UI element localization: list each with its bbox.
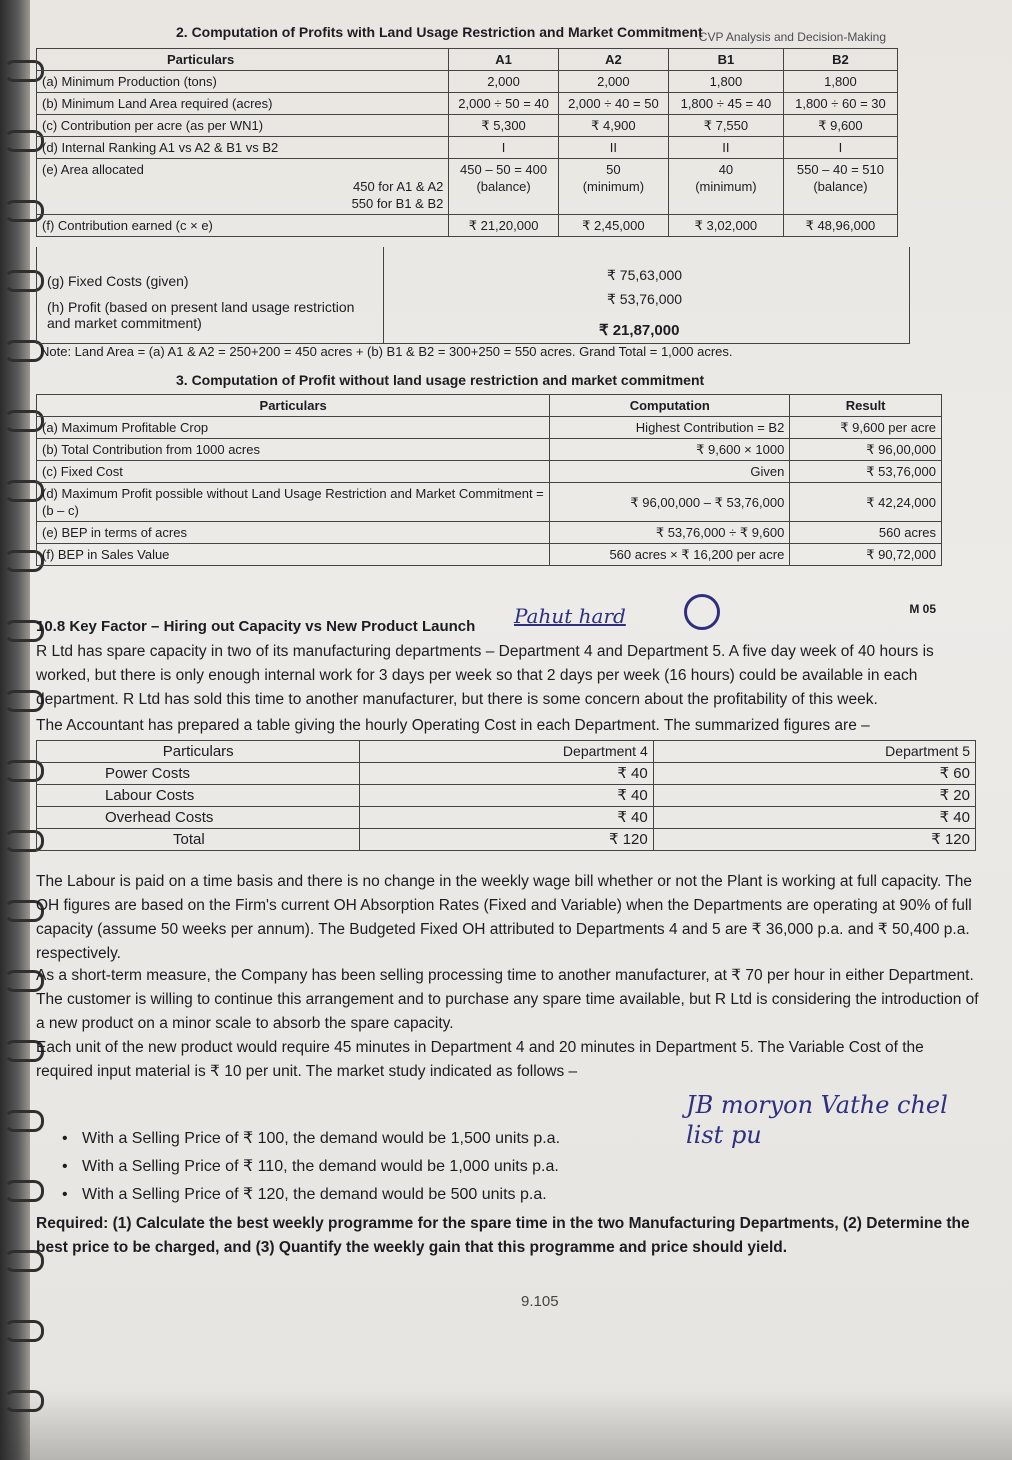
cell-a2: ₹ 4,900 — [558, 115, 668, 137]
bullet-text: With a Selling Price of ₹ 110, the demand would be 1,000 units p.a. — [82, 1158, 559, 1175]
cell-computation: 560 acres × ₹ 16,200 per acre — [550, 544, 790, 566]
fixed-cost-value: ₹ 53,76,000 — [607, 291, 683, 307]
area-value: 550 – 40 = 510 — [796, 162, 884, 177]
operating-cost-table — [36, 740, 976, 851]
cell-department-5: ₹ 120 — [653, 829, 975, 851]
question-heading: 10.8 Key Factor – Hiring out Capacity vs New Product Launch — [36, 618, 476, 635]
cell-b1: 1,800 ÷ 45 = 40 — [668, 93, 783, 115]
table-header-row — [37, 49, 898, 71]
table-intro: The Accountant has prepared a table giving the hourly Operating Cost in each Department. The summarized figures are – — [36, 717, 870, 734]
area-value: 50 — [606, 162, 621, 177]
row-label: (e) BEP in terms of acres — [37, 522, 550, 544]
cell-b2 — [783, 159, 897, 215]
row-label: (b) Minimum Land Area required (acres) — [37, 93, 449, 115]
row-label: Total — [37, 829, 360, 851]
cell-department-4: ₹ 40 — [360, 763, 653, 785]
area-value: 40 — [718, 162, 734, 177]
profit-value: ₹ 21,87,000 — [599, 322, 680, 339]
table-row — [37, 71, 898, 93]
bottom-shadow — [0, 1390, 1012, 1460]
cell-b2: I — [783, 137, 897, 159]
table-header-row — [37, 741, 976, 763]
row-label: (f) BEP in Sales Value — [37, 544, 550, 566]
col-department-4: Department 4 — [360, 741, 653, 763]
cell-computation: Given — [550, 461, 790, 483]
cell-a2: 2,000 ÷ 40 = 50 — [558, 93, 668, 115]
row-label: (b) Total Contribution from 1000 acres — [37, 439, 550, 461]
table-row — [37, 115, 898, 137]
cell-a2: ₹ 2,45,000 — [558, 215, 668, 237]
area-note: (minimum) — [582, 179, 645, 194]
row-label: (d) Maximum Profit possible without Land Usage Restriction and Market Commitment = (b – c) — [37, 483, 550, 522]
row-label: (d) Internal Ranking A1 vs A2 & B1 vs B2 — [37, 137, 449, 159]
area-note: 550 for B1 & B2 — [351, 196, 444, 211]
cell-computation: ₹ 96,00,000 – ₹ 53,76,000 — [550, 483, 790, 522]
paragraph-new-product: Each unit of the new product would require 45 minutes in Department 4 and 20 minutes in Department 5. The Variable Cost of the required input material is ₹ 10 per unit. The market study indicated as follows – — [36, 1039, 924, 1080]
cell-a1 — [449, 159, 558, 215]
area-note: (minimum) — [695, 179, 757, 194]
cell-a1: ₹ 5,300 — [449, 115, 558, 137]
cell-department-5: ₹ 60 — [653, 763, 975, 785]
page-number: 9.105 — [521, 1293, 559, 1310]
bullet-text: With a Selling Price of ₹ 120, the demand would be 500 units p.a. — [82, 1186, 547, 1203]
list-item: • With a Selling Price of ₹ 100, the demand would be 1,500 units p.a. — [62, 1130, 561, 1147]
row-label: (a) Maximum Profitable Crop — [37, 417, 550, 439]
area-note: (balance) — [813, 179, 868, 194]
profit-without-restriction-table — [36, 394, 942, 566]
table-row — [37, 159, 898, 215]
col-particulars: Particulars — [37, 49, 449, 71]
row-label: Power Costs — [37, 763, 360, 785]
row-label: (c) Fixed Cost — [37, 461, 550, 483]
list-item: • With a Selling Price of ₹ 120, the demand would be 500 units p.a. — [62, 1186, 547, 1203]
total-contribution: ₹ 75,63,000 — [607, 267, 683, 283]
cell-result: ₹ 53,76,000 — [790, 461, 942, 483]
col-particulars: Particulars — [37, 395, 550, 417]
row-label: Overhead Costs — [37, 807, 360, 829]
handwritten-scribble: JB moryon Vathe chel list pu — [686, 1091, 948, 1149]
cell-a2: II — [558, 137, 668, 159]
cell-b2: ₹ 9,600 — [783, 115, 897, 137]
cell-b1: ₹ 7,550 — [668, 115, 783, 137]
col-b1: B1 — [668, 49, 783, 71]
column-divider — [383, 247, 384, 343]
question-text: R Ltd has spare capacity in two of its manufacturing departments – Department 4 and Department 5. A five day week of 40 hours is worked, but there is only enough internal work for 3 days per week so that 2 days per week (16 hours) could be available in each department. R Ltd has sold this time to another manufacturer, but there is some concern about the profitability of this week. — [36, 643, 934, 708]
cell-computation: Highest Contribution = B2 — [550, 417, 790, 439]
cell-a1: 2,000 ÷ 50 = 40 — [449, 93, 558, 115]
col-particulars: Particulars — [37, 741, 360, 763]
col-department-5: Department 5 — [653, 741, 975, 763]
cell-department-4: ₹ 120 — [360, 829, 653, 851]
table-row — [37, 137, 898, 159]
cell-b2: 1,800 ÷ 60 = 30 — [783, 93, 897, 115]
bullet-text: With a Selling Price of ₹ 100, the demand would be 1,500 units p.a. — [82, 1130, 561, 1147]
handwritten-note: Pahut hard — [514, 604, 626, 628]
area-note: 450 for A1 & A2 — [353, 179, 444, 194]
table-row — [37, 785, 976, 807]
paragraph-labour: The Labour is paid on a time basis and there is no change in the weekly wage bill whether or not the Plant is working at full capacity. The OH figures are based on the Firm's current OH Absorption Rates (Fixed and Variable) when the Departments are operating at 90% of full capacity (assume 50 weeks per annum). The Budgeted Fixed OH attributed to Departments 4 and 5 are ₹ 36,000 p.a. and ₹ 50,400 p.a. respectively. — [36, 873, 972, 962]
cell-b2: 1,800 — [783, 71, 897, 93]
cell-department-5: ₹ 20 — [653, 785, 975, 807]
table-header-row — [37, 395, 942, 417]
land-usage-table — [36, 48, 898, 237]
cell-computation: ₹ 9,600 × 1000 — [550, 439, 790, 461]
cell-a1: ₹ 21,20,000 — [449, 215, 558, 237]
table-row — [37, 483, 942, 522]
row-label: (a) Minimum Production (tons) — [37, 71, 449, 93]
cell-result: ₹ 42,24,000 — [790, 483, 942, 522]
cell-department-4: ₹ 40 — [360, 807, 653, 829]
table-row — [37, 461, 942, 483]
table-row — [37, 829, 976, 851]
table-row — [37, 763, 976, 785]
row-label: (c) Contribution per acre (as per WN1) — [37, 115, 449, 137]
required-text: Required: (1) Calculate the best weekly programme for the spare time in the two Manufacturing Departments, (2) Determine the best price to be charged, and (3) Quantify the weekly gain that this programme and price should yield. — [36, 1215, 970, 1256]
row-label: (f) Contribution earned (c × e) — [37, 215, 449, 237]
paragraph-short-term: As a short-term measure, the Company has been selling processing time to another manufacturer, at ₹ 70 per hour in either Department. The customer is willing to continue this arrangement and to purchase any spare time available, but R Ltd is considering the introduction of a new product on a minor scale to absorb the spare capacity. — [36, 967, 979, 1032]
table-row — [37, 522, 942, 544]
cell-b2: ₹ 48,96,000 — [783, 215, 897, 237]
cell-result: 560 acres — [790, 522, 942, 544]
area-label: (e) Area allocated — [42, 162, 144, 177]
profit-summary-block — [36, 247, 910, 344]
cell-department-4: ₹ 40 — [360, 785, 653, 807]
table-row — [37, 544, 942, 566]
list-item: • With a Selling Price of ₹ 110, the demand would be 1,000 units p.a. — [62, 1158, 559, 1175]
table-row — [37, 807, 976, 829]
table-row — [37, 215, 898, 237]
cell-b1 — [668, 159, 783, 215]
table-row — [37, 417, 942, 439]
col-a2: A2 — [558, 49, 668, 71]
area-value: 450 – 50 = 400 — [460, 162, 548, 177]
row-label: Labour Costs — [37, 785, 360, 807]
cell-computation: ₹ 53,76,000 ÷ ₹ 9,600 — [550, 522, 790, 544]
cell-b1: 1,800 — [668, 71, 783, 93]
fixed-cost-label: (g) Fixed Costs (given) — [47, 273, 189, 289]
cell-a2: 2,000 — [558, 71, 668, 93]
cell-result: ₹ 96,00,000 — [790, 439, 942, 461]
col-computation: Computation — [550, 395, 790, 417]
cell-a1: 2,000 — [449, 71, 558, 93]
row-label — [37, 159, 449, 215]
cell-result: ₹ 9,600 per acre — [790, 417, 942, 439]
cell-department-5: ₹ 40 — [653, 807, 975, 829]
profit-label: (h) Profit (based on present land usage restriction and market commitment) — [47, 299, 355, 331]
section-3-title: 3. Computation of Profit without land usage restriction and market commitment — [176, 372, 705, 388]
col-result: Result — [790, 395, 942, 417]
table-row — [37, 439, 942, 461]
page-content — [36, 0, 986, 1460]
table-row — [37, 93, 898, 115]
running-header: CVP Analysis and Decision-Making — [698, 30, 886, 44]
col-a1: A1 — [449, 49, 558, 71]
handwritten-circle — [684, 594, 720, 630]
col-b2: B2 — [783, 49, 897, 71]
cell-a1: I — [449, 137, 558, 159]
cell-b1: II — [668, 137, 783, 159]
question-tag: M 05 — [909, 602, 936, 616]
cell-a2 — [558, 159, 668, 215]
area-note: (balance) — [476, 179, 531, 194]
cell-b1: ₹ 3,02,000 — [668, 215, 783, 237]
land-area-note: Note: Land Area = (a) A1 & A2 = 250+200 = 450 acres + (b) B1 & B2 = 300+250 = 550 acres. Grand Total = 1,000 acres. — [40, 344, 733, 359]
cell-result: ₹ 90,72,000 — [790, 544, 942, 566]
section-2-title: 2. Computation of Profits with Land Usage Restriction and Market Commitment — [176, 24, 703, 40]
